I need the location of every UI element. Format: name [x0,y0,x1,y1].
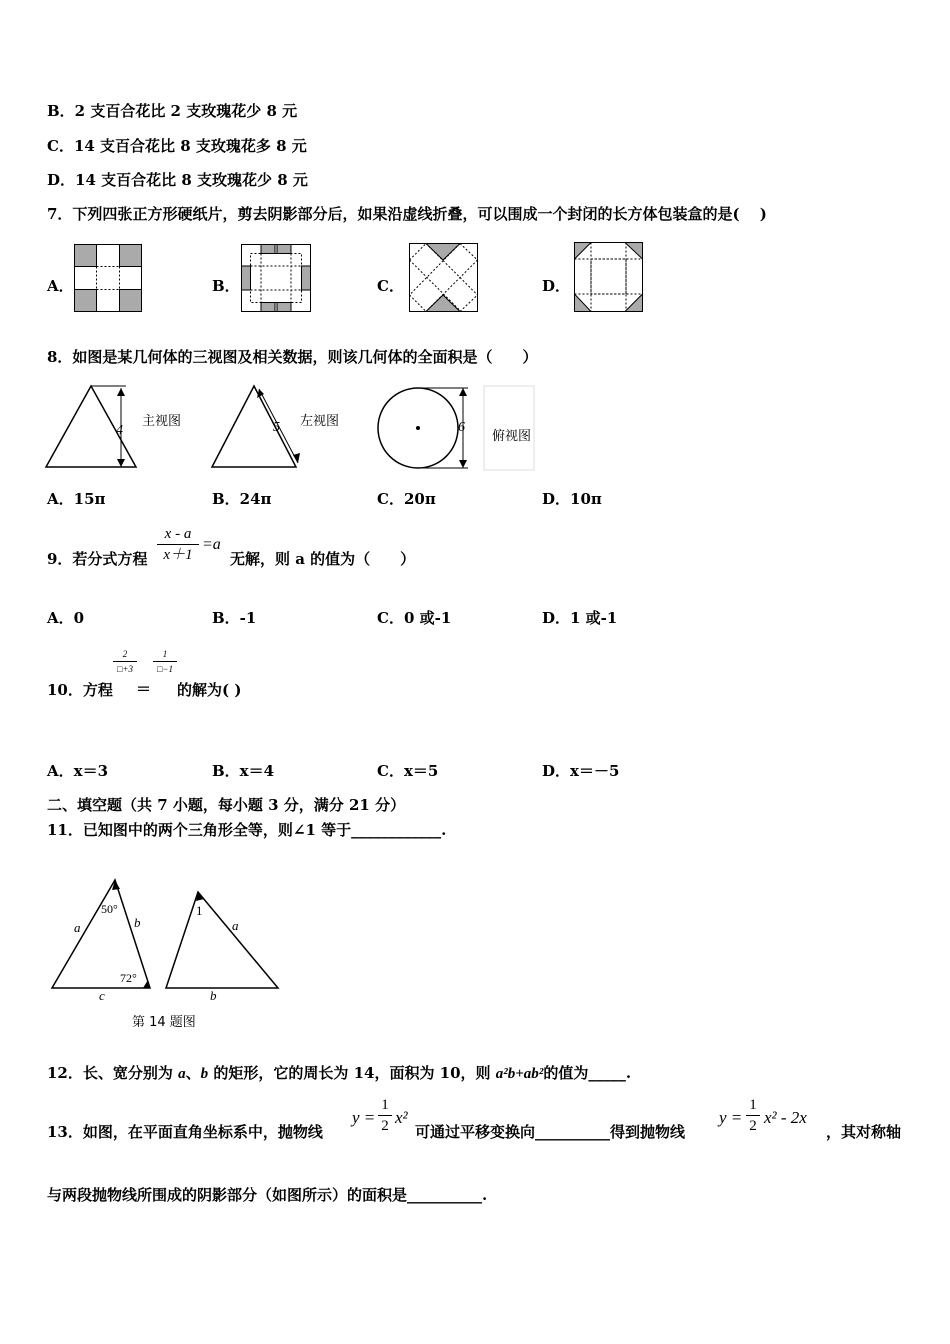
q12-expression: a²b+ab² [495,1066,544,1082]
q6-option-c: C．14 支百合花比 8 支玫瑰花多 8 元 [47,137,307,155]
q8-front-height-label: 4 [116,423,123,438]
q8-option-d: D．10π [542,490,602,508]
q11-triangles-figure [46,872,282,1032]
q10-option-a: A．x＝3 [47,762,109,780]
q13-parabola1-numerator: 1 [381,1097,389,1113]
q9-option-c: C．0 或-1 [377,609,452,627]
q9-option-d: D．1 或-1 [542,609,618,627]
q9-option-b: B．-1 [212,609,257,627]
q10-equals: ＝ [136,680,152,698]
section2-heading: 二、填空题（共 7 小题，每小题 3 分，满分 21 分） [47,796,406,814]
q12-var-a: a [178,1066,186,1082]
q13-middle: 可通过平移变换向__________得到抛物线 [415,1123,686,1141]
q12-stem [47,1063,631,1084]
q8-three-views-figure [44,383,536,473]
q7-figure-d [574,242,643,312]
q10-fraction-1 [113,648,137,675]
q12-stem-after: 的值为_____. [543,1064,632,1082]
q9-fraction [157,525,199,564]
q13-parabola2-x: x² - 2x [764,1108,807,1127]
q13-parabola2-denominator: 2 [749,1118,757,1134]
q12-stem-mid: 的矩形，它的周长为 14，面积为 10，则 [208,1064,496,1082]
q10-fraction-2-numerator: 1 [162,649,168,659]
q11-stem: 11．已知图中的两个三角形全等，则∠1 等于____________. [47,821,447,839]
q13-parabola2-y: y = [719,1108,743,1127]
q6-option-b: B．2 支百合花比 2 支玫瑰花少 8 元 [47,102,298,120]
q7-stem: 7．下列四张正方形硬纸片，剪去阴影部分后，如果沿虚线折叠，可以围成一个封闭的长方体包装盒的是( ) [47,205,767,223]
q10-option-d: D．x＝－5 [542,762,620,780]
q7-label-d: D． [542,277,571,295]
q11-side-c: c [99,988,105,1003]
q12-sep: 、 [185,1064,201,1082]
q11-figure-caption: 第 14 题图 [132,1015,196,1030]
q11-side-b2: b [210,988,217,1003]
q11-side-a2: a [232,918,239,933]
q9-fraction-numerator: x - a [164,526,192,542]
q10-fraction-2-denominator: □−1 [156,664,173,674]
q7-label-b: B． [212,277,240,295]
q8-top-view-label: 俯视图 [492,429,532,444]
q11-side-a: a [74,920,81,935]
q13-parabola1-y: y = [352,1108,376,1127]
q13-suffix: ，其对称轴 [826,1123,902,1141]
q13-parabola2-fraction [746,1096,760,1135]
q8-top-diameter-label: 6 [458,420,465,435]
q12-stem-before: 12．长、宽分别为 [47,1064,179,1082]
q11-angle-bottom: 72° [120,971,137,985]
q7-figure-a [74,244,142,312]
q10-suffix: 的解为( ) [177,681,242,699]
q10-fraction-1-numerator: 2 [122,649,128,659]
q7-label-c: C． [377,277,404,295]
q7-label-a: A． [47,277,74,295]
q10-fraction-1-denominator: □+3 [116,664,133,674]
q13-prefix: 13．如图，在平面直角坐标系中，抛物线 [47,1123,323,1141]
q10-option-c: C．x＝5 [377,762,439,780]
q8-option-b: B．24π [212,490,272,508]
q10-fraction-2 [153,648,177,675]
q10-prefix: 10．方程 [47,681,113,699]
q9-suffix: 无解，则 a 的值为（ ） [230,550,416,568]
q13-line2: 与两段抛物线所围成的阴影部分（如图所示）的面积是__________. [47,1186,488,1204]
q8-option-a: A．15π [47,490,106,508]
q8-front-view-label: 主视图 [142,414,182,429]
q7-figure-c [409,243,478,312]
q7-figure-b [241,244,311,312]
q10-option-b: B．x＝4 [212,762,275,780]
q13-parabola1-denominator: 2 [381,1118,389,1134]
q9-rhs: =a [202,536,221,553]
q8-left-slant-label: 5 [273,420,280,435]
q9-fraction-denominator: x＋1 [163,547,193,563]
q11-side-b: b [134,915,141,930]
q12-var-b: b [200,1066,209,1082]
q13-parabola1-fraction [378,1096,392,1135]
q6-option-d: D．14 支百合花比 8 支玫瑰花少 8 元 [47,171,308,189]
q8-left-view-label: 左视图 [300,414,340,429]
q11-angle-1: 1 [196,903,203,918]
q9-prefix: 9．若分式方程 [47,550,148,568]
q13-parabola1-x: x² [395,1108,408,1127]
q8-option-c: C．20π [377,490,436,508]
q11-angle-top: 50° [101,902,118,916]
q13-parabola2-numerator: 1 [749,1097,757,1113]
q9-option-a: A．0 [47,609,85,627]
q8-stem: 8．如图是某几何体的三视图及相关数据，则该几何体的全面积是（ ） [47,348,538,366]
